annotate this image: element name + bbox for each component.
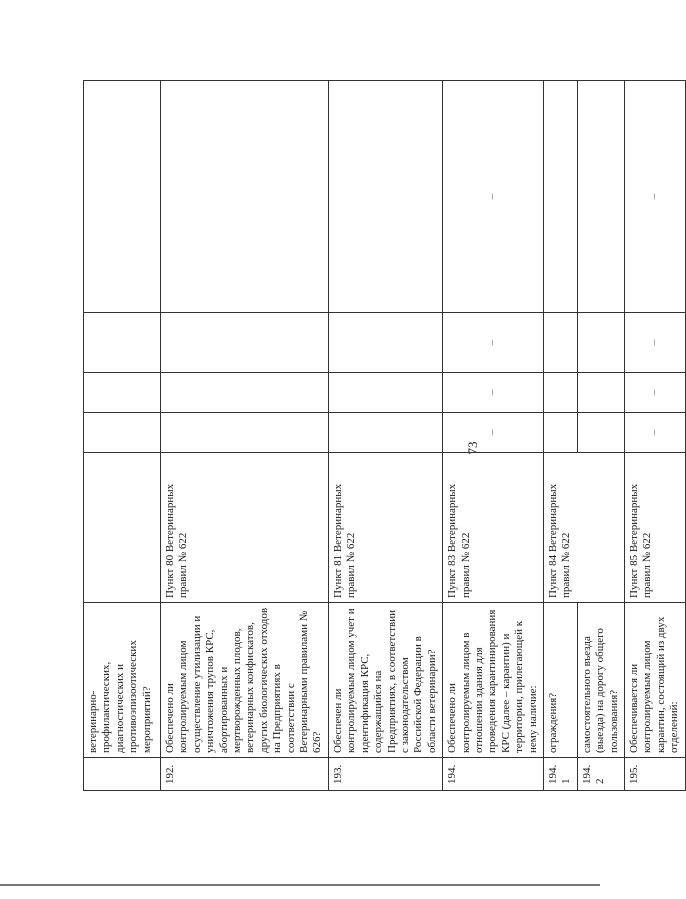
reference-cell bbox=[84, 453, 161, 603]
notes-cell bbox=[543, 81, 577, 313]
row-number: 194.1 bbox=[543, 758, 577, 791]
answer-no-cell bbox=[328, 373, 442, 413]
question-cell: Обеспечено ли контролируемым лицом осуществление утилизации и уничтожения трупов КРС, абортированных и мертворожденных плодов, ветеринарных конфискатов, других биологических отходов на Предприятиях в соответствии с Ветеринарными правилами № 626? bbox=[161, 603, 329, 758]
table-row bbox=[543, 81, 577, 791]
row-number: 194. bbox=[443, 758, 544, 791]
answer-no-cell bbox=[543, 373, 577, 413]
notes-cell bbox=[161, 81, 329, 313]
table-row bbox=[84, 81, 161, 791]
reference-cell: Пункт 81 Ветеринарных правил № 622 bbox=[328, 453, 442, 603]
notes-cell bbox=[328, 81, 442, 313]
reference-cell: Пункт 85 Ветеринарных правил № 622 bbox=[625, 453, 686, 603]
notes-cell bbox=[84, 81, 161, 313]
answer-na-cell bbox=[328, 313, 442, 373]
table-row bbox=[443, 81, 544, 791]
answer-na-cell: – bbox=[443, 313, 544, 373]
table-row bbox=[577, 81, 624, 791]
answer-yes-cell: – bbox=[625, 413, 686, 453]
answer-yes-cell bbox=[328, 413, 442, 453]
question-cell: Обеспечивается ли контролируемым лицом карантин, состоящий из двух отделений: bbox=[625, 603, 686, 758]
question-cell: самостоятельного въезда (выезда) на дорогу общего пользования? bbox=[577, 603, 624, 758]
answer-yes-cell bbox=[161, 413, 329, 453]
answer-na-cell: – bbox=[625, 313, 686, 373]
answer-yes-cell bbox=[543, 413, 577, 453]
answer-no-cell: – bbox=[625, 373, 686, 413]
question-cell: ветеринарно-профилактических, диагностических и противоэпизоотических мероприятий? bbox=[84, 603, 161, 758]
page-number: 73 bbox=[465, 441, 480, 455]
row-number: 192. bbox=[161, 758, 329, 791]
checklist-table bbox=[83, 80, 686, 791]
answer-no-cell bbox=[84, 373, 161, 413]
question-cell: Обеспечен ли контролируемым лицом учет и идентификация КРС, содержащийся на Предприятиях, в соответствии с законодательством Российской Федерации в области ветеринарии? bbox=[328, 603, 442, 758]
table-row bbox=[161, 81, 329, 791]
answer-yes-cell bbox=[84, 413, 161, 453]
scan-edge-line bbox=[0, 884, 600, 886]
notes-cell bbox=[577, 81, 624, 313]
question-cell: Обеспечено ли контролируемым лицом в отношении здания для проведения карантинирования КРС (далее – карантин) и территории, прилегающей к нему наличие: bbox=[443, 603, 544, 758]
answer-no-cell bbox=[577, 373, 624, 413]
row-number: 194.2 bbox=[577, 758, 624, 791]
answer-yes-cell: – bbox=[443, 413, 544, 453]
row-number: 193. bbox=[328, 758, 442, 791]
notes-cell: – bbox=[443, 81, 544, 313]
table-row bbox=[328, 81, 442, 791]
row-number bbox=[84, 758, 161, 791]
notes-cell: – bbox=[625, 81, 686, 313]
reference-cell: Пункт 84 Ветеринарных правил № 622 bbox=[543, 453, 624, 603]
reference-cell: Пункт 80 Ветеринарных правил № 622 bbox=[161, 453, 329, 603]
rotated-table-frame bbox=[83, 81, 681, 791]
answer-na-cell bbox=[161, 313, 329, 373]
answer-na-cell bbox=[577, 313, 624, 373]
answer-no-cell: – bbox=[443, 373, 544, 413]
answer-no-cell bbox=[161, 373, 329, 413]
table-row bbox=[625, 81, 686, 791]
checklist-table-container bbox=[83, 81, 681, 791]
question-cell: ограждения? bbox=[543, 603, 577, 758]
row-number: 195. bbox=[625, 758, 686, 791]
reference-cell: Пункт 83 Ветеринарных правил № 622 bbox=[443, 453, 544, 603]
answer-na-cell bbox=[84, 313, 161, 373]
answer-yes-cell bbox=[577, 413, 624, 453]
answer-na-cell bbox=[543, 313, 577, 373]
